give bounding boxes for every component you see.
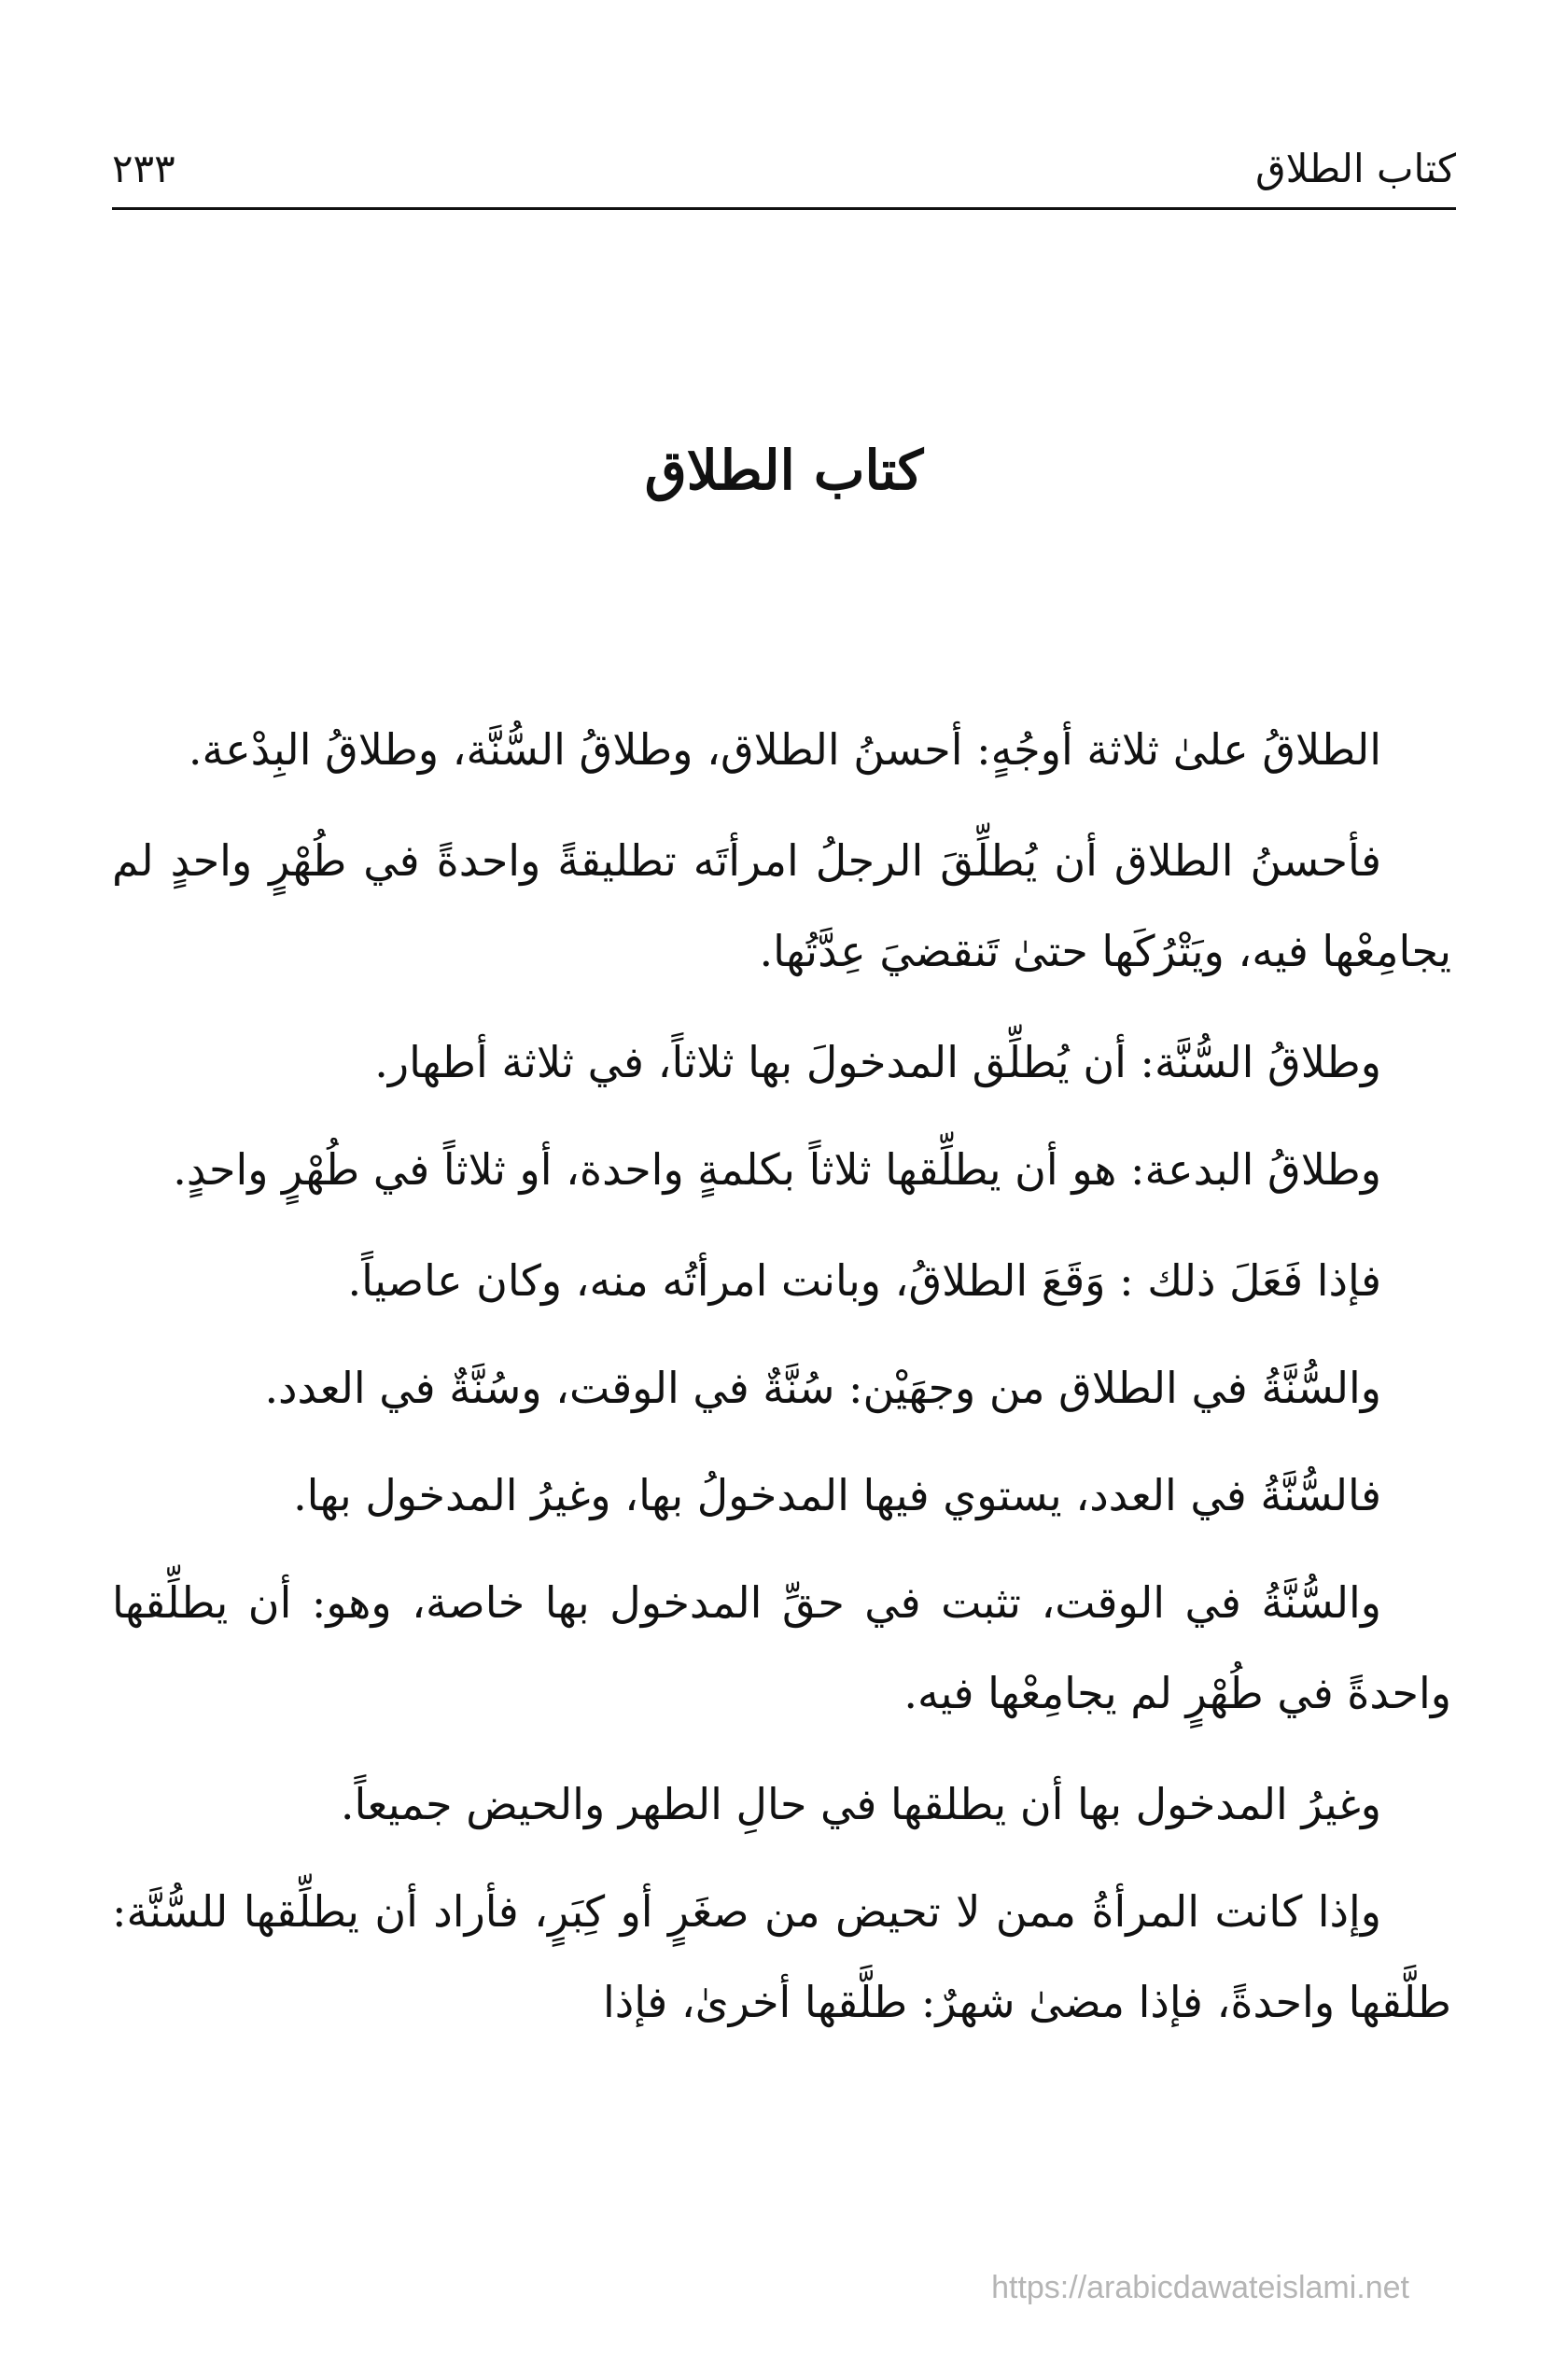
running-header-title: كتاب الطلاق (1255, 145, 1456, 191)
paragraph: والسُّنَّةُ في الوقت، تثبت في حقِّ المدخول بها خاصة، وهو: أن يطلِّقها واحدةً في طُهْرٍ لم يجامِعْها فيه. (112, 1577, 1451, 1718)
chapter-title: كتاب الطلاق (644, 439, 924, 502)
body-text (112, 705, 1451, 2068)
paragraph: فإذا فَعَلَ ذلك : وَقَعَ الطلاقُ، وبانت امرأتُه منه، وكان عاصياً. (347, 1255, 1381, 1306)
paragraph: فأحسنُ الطلاق أن يُطلِّقَ الرجلُ امرأتَه تطليقةً واحدةً في طُهْرٍ واحدٍ لم يجامِعْها فيه، ويَتْرُكَها حتىٰ تَنقضيَ عِدَّتُها. (112, 835, 1451, 976)
paragraph: الطلاقُ علىٰ ثلاثة أوجُهٍ: أحسنُ الطلاق، وطلاقُ السُّنَّة، وطلاقُ البِدْعة. (188, 724, 1381, 775)
paragraph: وإذا كانت المرأةُ ممن لا تحيض من صغَرٍ أو كِبَرٍ، فأراد أن يطلِّقها للسُّنَّة: طلَّقها واحدةً، فإذا مضىٰ شهرٌ: طلَّقها أخرىٰ، فإذا (112, 1886, 1451, 2027)
paragraph: وطلاقُ السُّنَّة: أن يُطلِّق المدخولَ بها ثلاثاً، في ثلاثة أطهار. (374, 1037, 1381, 1087)
header-rule (112, 207, 1456, 210)
page-number: ٢٣٣ (112, 145, 175, 191)
running-header (112, 131, 1456, 205)
paragraph: فالسُّنَّةُ في العدد، يستوي فيها المدخولُ بها، وغيرُ المدخول بها. (293, 1470, 1381, 1520)
paragraph: والسُّنَّةُ في الطلاق من وجهَيْن: سُنَّةٌ في الوقت، وسُنَّةٌ في العدد. (264, 1363, 1381, 1413)
paragraph: وغيرُ المدخول بها أن يطلقها في حالِ الطهر والحيض جميعاً. (340, 1779, 1381, 1829)
paragraph: وطلاقُ البدعة: هو أن يطلِّقها ثلاثاً بكلمةٍ واحدة، أو ثلاثاً في طُهْرٍ واحدٍ. (173, 1144, 1381, 1195)
watermark-url: https://arabicdawateislami.net (991, 2270, 1409, 2305)
